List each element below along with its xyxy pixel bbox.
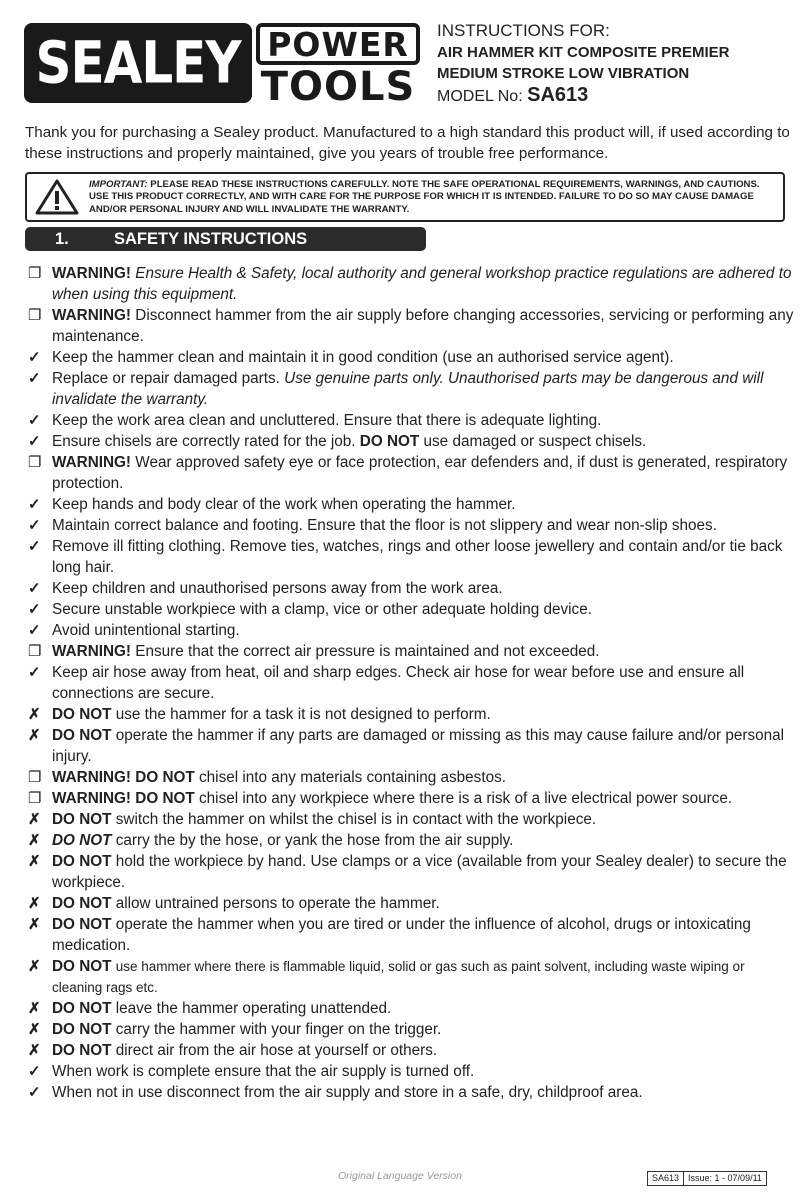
item-emphasis: DO NOT: [52, 958, 112, 975]
item-text: Wear approved safety eye or face protection, ear defenders and, if dust is generated, respiratory protection.: [52, 454, 788, 492]
check-mark-icon: ✓: [28, 580, 41, 597]
cross-mark-icon: ✗: [28, 1000, 41, 1017]
item-text: Avoid unintentional starting.: [52, 622, 240, 639]
list-item: [28, 452, 798, 494]
list-item: [28, 599, 798, 620]
check-mark-icon: ✓: [28, 370, 41, 387]
list-item: [28, 620, 798, 641]
item-text: Remove ill fitting clothing. Remove ties, watches, rings and other loose jewellery and contain and/or tie back long hair.: [52, 538, 783, 576]
list-item: [28, 956, 798, 998]
model-label: MODEL No:: [437, 88, 523, 105]
check-mark-icon: ✓: [28, 433, 41, 450]
brand-text: SEALEY: [35, 29, 241, 97]
item-text: Maintain correct balance and footing. Ensure that the floor is not slippery and wear non-slip shoes.: [52, 517, 717, 534]
sealey-logo: [24, 23, 252, 103]
item-text: When work is complete ensure that the air supply is turned off.: [52, 1063, 475, 1080]
cross-mark-icon: ✗: [28, 853, 41, 870]
section-header: [25, 227, 426, 251]
cross-mark-icon: ✗: [28, 811, 41, 828]
cross-mark-icon: ✗: [28, 958, 41, 975]
item-text: carry the hammer with your finger on the trigger.: [115, 1021, 442, 1038]
check-mark-icon: ✓: [28, 1084, 41, 1101]
item-text: hold the workpiece by hand. Use clamps or a vice (available from your Sealey dealer) to secure the workpiece.: [52, 853, 787, 891]
cross-mark-icon: ✗: [28, 916, 41, 933]
item-text: leave the hammer operating unattended.: [115, 1000, 392, 1017]
item-text: operate the hammer if any parts are damaged or missing as this may cause failure and/or personal injury.: [52, 727, 785, 765]
item-emphasis: DO NOT: [52, 916, 112, 933]
list-item: [28, 1019, 798, 1040]
item-text: Ensure chisels are correctly rated for the job.: [52, 433, 356, 450]
title-block: [437, 20, 797, 108]
item-text: Keep hands and body clear of the work when operating the hammer.: [52, 496, 516, 513]
check-mark-icon: ✓: [28, 601, 41, 618]
list-item: [28, 305, 798, 347]
list-item: [28, 788, 798, 809]
list-item: [28, 662, 798, 704]
list-item: [28, 536, 798, 578]
checkbox-square-icon: ❐: [28, 790, 42, 807]
model-number: SA613: [527, 84, 589, 106]
item-text: carry the by the hose, or yank the hose from the air supply.: [115, 832, 514, 849]
list-item: [28, 1082, 798, 1103]
item-text: Ensure Health & Safety, local authority and general workshop practice regulations are adhered to when using this equipment.: [52, 265, 792, 303]
item-text: Keep air hose away from heat, oil and sharp edges. Check air hose for wear before use and ensure all connections are secure.: [52, 664, 745, 702]
product-line2: MEDIUM STROKE LOW VIBRATION: [437, 65, 690, 82]
checkbox-square-icon: ❐: [28, 769, 42, 786]
item-text: Disconnect hammer from the air supply before changing accessories, servicing or performing any maintenance.: [52, 307, 794, 345]
item-text: direct air from the air hose at yourself or others.: [115, 1042, 438, 1059]
item-text: use the hammer for a task it is not designed to perform.: [115, 706, 491, 723]
warning-triangle-icon: [35, 179, 79, 215]
checkbox-square-icon: ❐: [28, 307, 42, 324]
item-text: When not in use disconnect from the air supply and store in a safe, dry, childproof area.: [52, 1084, 643, 1101]
list-item: [28, 998, 798, 1019]
item-emphasis: DO NOT: [52, 1000, 112, 1017]
list-item: [28, 830, 798, 851]
list-item: [28, 368, 798, 410]
power-tools-logo: [256, 23, 420, 110]
list-item: [28, 893, 798, 914]
list-item: [28, 431, 798, 452]
list-item: [28, 410, 798, 431]
intro-text: Thank you for purchasing a Sealey product. Manufactured to a high standard this product will, if used according to these instructions and properly maintained, give you years of trouble free performance.: [25, 124, 790, 162]
cross-mark-icon: ✗: [28, 832, 41, 849]
item-text: Keep children and unauthorised persons away from the work area.: [52, 580, 503, 597]
item-text: allow untrained persons to operate the hammer.: [115, 895, 440, 912]
item-text-tail: use damaged or suspect chisels.: [423, 433, 647, 450]
list-item: [28, 578, 798, 599]
item-emphasis: DO NOT: [52, 727, 112, 744]
item-emphasis: WARNING!: [52, 307, 132, 324]
checkbox-square-icon: ❐: [28, 643, 42, 660]
checkbox-square-icon: ❐: [28, 454, 42, 471]
item-text: chisel into any workpiece where there is a risk of a live electrical power source.: [199, 790, 733, 807]
item-emphasis: DO NOT: [52, 1021, 112, 1038]
list-item: [28, 704, 798, 725]
check-mark-icon: ✓: [28, 664, 41, 681]
issue-date: Issue: 1 - 07/09/11: [683, 1172, 766, 1185]
important-text: [89, 179, 779, 216]
list-item: [28, 851, 798, 893]
list-item: [28, 347, 798, 368]
item-emphasis: DO NOT: [52, 706, 112, 723]
check-mark-icon: ✓: [28, 517, 41, 534]
item-text: use hammer where there is flammable liquid, solid or gas such as paint solvent, including waste wiping or cleaning rags etc.: [52, 959, 745, 995]
list-item: [28, 494, 798, 515]
section-number: 1.: [55, 230, 69, 248]
cross-mark-icon: ✗: [28, 895, 41, 912]
original-language-note: Original Language Version: [338, 1170, 462, 1182]
item-emphasis: WARNING!: [52, 265, 132, 282]
tools-box: [256, 64, 420, 110]
item-text: operate the hammer when you are tired or under the influence of alcohol, drugs or intoxicating medication.: [52, 916, 751, 954]
item-text: Keep the hammer clean and maintain it in good condition (use an authorised service agent).: [52, 349, 674, 366]
safety-list: [28, 263, 798, 1103]
model-line: [437, 84, 797, 108]
check-mark-icon: ✓: [28, 496, 41, 513]
check-mark-icon: ✓: [28, 538, 41, 555]
item-emphasis: WARNING!: [52, 643, 132, 660]
important-label: IMPORTANT:: [89, 179, 148, 190]
item-emphasis: WARNING! DO NOT: [52, 769, 195, 786]
check-mark-icon: ✓: [28, 1063, 41, 1080]
list-item: [28, 767, 798, 788]
list-item: [28, 641, 798, 662]
list-item: [28, 809, 798, 830]
product-line1: AIR HAMMER KIT COMPOSITE PREMIER: [437, 44, 730, 61]
item-emphasis: DO NOT: [52, 832, 112, 849]
item-emphasis: WARNING! DO NOT: [52, 790, 195, 807]
list-item: [28, 725, 798, 767]
item-emphasis: DO NOT: [52, 853, 112, 870]
list-item: [28, 263, 798, 305]
checkbox-square-icon: ❐: [28, 265, 42, 282]
list-item: [28, 1061, 798, 1082]
list-item: [28, 914, 798, 956]
cross-mark-icon: ✗: [28, 1021, 41, 1038]
check-mark-icon: ✓: [28, 412, 41, 429]
item-text: switch the hammer on whilst the chisel is in contact with the workpiece.: [115, 811, 597, 828]
item-text: Keep the work area clean and uncluttered. Ensure that there is adequate lighting.: [52, 412, 602, 429]
important-notice: [25, 172, 785, 222]
item-text-tail: Use genuine parts only. Unauthorised parts may be dangerous and will invalidate the warranty.: [52, 370, 764, 408]
check-mark-icon: ✓: [28, 622, 41, 639]
cross-mark-icon: ✗: [28, 1042, 41, 1059]
item-emphasis: DO NOT: [359, 433, 420, 450]
item-text: Ensure that the correct air pressure is maintained and not exceeded.: [135, 643, 600, 660]
item-emphasis: DO NOT: [52, 1042, 112, 1059]
item-text: chisel into any materials containing asbestos.: [199, 769, 506, 786]
section-title: SAFETY INSTRUCTIONS: [114, 230, 308, 248]
list-item: [28, 1040, 798, 1061]
item-emphasis: DO NOT: [52, 811, 112, 828]
tools-text: TOOLS: [260, 64, 416, 110]
issue-box: [647, 1171, 767, 1186]
cross-mark-icon: ✗: [28, 727, 41, 744]
instructions-for: INSTRUCTIONS FOR:: [437, 21, 610, 40]
cross-mark-icon: ✗: [28, 706, 41, 723]
item-emphasis: DO NOT: [52, 895, 112, 912]
power-text: POWER: [267, 24, 409, 64]
list-item: [28, 515, 798, 536]
check-mark-icon: ✓: [28, 349, 41, 366]
issue-model: SA613: [652, 1173, 680, 1183]
important-body: PLEASE READ THESE INSTRUCTIONS CAREFULLY. NOTE THE SAFE OPERATIONAL REQUIREMENTS, WARNINGS, AND CAUTIONS. USE THIS PRODUCT CORRECTLY, AND WITH CARE FOR THE PURPOSE FOR WHICH IT IS INTENDED. FAILURE TO DO SO MAY CAUSE DAMAGE AND/OR PERSONAL INJURY AND WILL INVALIDATE THE WARRANTY.: [89, 179, 760, 215]
item-emphasis: WARNING!: [52, 454, 132, 471]
power-box: [256, 23, 420, 65]
item-text: Secure unstable workpiece with a clamp, vice or other adequate holding device.: [52, 601, 592, 618]
item-text: Replace or repair damaged parts.: [52, 370, 280, 387]
